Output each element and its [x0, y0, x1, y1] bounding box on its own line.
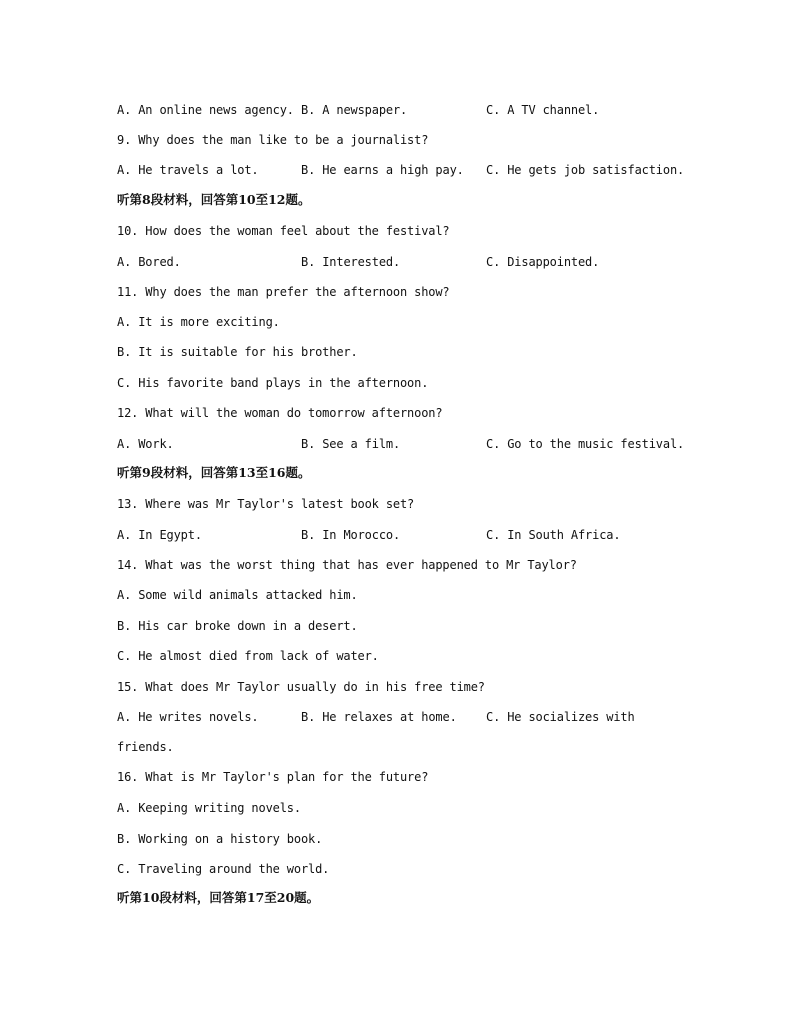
option-c: C. He gets job satisfaction. — [486, 163, 685, 177]
question-11-option-b: B. It is suitable for his brother. — [117, 345, 358, 359]
question-13: 13. Where was Mr Taylor's latest book set? — [117, 497, 415, 511]
question-11-option-a: A. It is more exciting. — [117, 315, 280, 329]
option-a: A. Bored. — [117, 255, 181, 269]
option-c: C. He socializes with — [486, 710, 635, 724]
option-b: B. He relaxes at home. — [301, 710, 457, 724]
question-16-option-a: A. Keeping writing novels. — [117, 801, 301, 815]
option-a: A. Work. — [117, 437, 174, 451]
option-a: A. He writes novels. — [117, 710, 259, 724]
question-10: 10. How does the woman feel about the festival? — [117, 224, 450, 238]
option-c: C. In South Africa. — [486, 528, 621, 542]
question-14-option-a: A. Some wild animals attacked him. — [117, 588, 358, 602]
question-14: 14. What was the worst thing that has ever happened to Mr Taylor? — [117, 558, 577, 572]
section-heading-9: 听第9段材料，回答第13至16题。 — [117, 465, 311, 480]
option-b: B. He earns a high pay. — [301, 163, 464, 177]
section-heading-8: 听第8段材料，回答第10至12题。 — [117, 192, 311, 207]
question-16: 16. What is Mr Taylor's plan for the future? — [117, 770, 429, 784]
option-b: B. A newspaper. — [301, 103, 408, 117]
question-12: 12. What will the woman do tomorrow afternoon? — [117, 406, 443, 420]
option-a: A. In Egypt. — [117, 528, 202, 542]
question-14-option-b: B. His car broke down in a desert. — [117, 619, 358, 633]
option-b: B. In Morocco. — [301, 528, 401, 542]
question-11-option-c: C. His favorite band plays in the afternoon. — [117, 376, 429, 390]
option-a: A. He travels a lot. — [117, 163, 259, 177]
option-b: B. See a film. — [301, 437, 401, 451]
question-11: 11. Why does the man prefer the afternoon show? — [117, 285, 450, 299]
option-c: C. A TV channel. — [486, 103, 600, 117]
question-15: 15. What does Mr Taylor usually do in his free time? — [117, 680, 485, 694]
option-b: B. Interested. — [301, 255, 401, 269]
question-15-option-c-continued: friends. — [117, 740, 174, 754]
question-16-option-c: C. Traveling around the world. — [117, 862, 330, 876]
option-c: C. Go to the music festival. — [486, 437, 685, 451]
question-16-option-b: B. Working on a history book. — [117, 832, 323, 846]
question-9: 9. Why does the man like to be a journalist? — [117, 133, 429, 147]
section-heading-10: 听第10段材料，回答第17至20题。 — [117, 890, 320, 905]
option-a: A. An online news agency. — [117, 103, 294, 117]
question-14-option-c: C. He almost died from lack of water. — [117, 649, 379, 663]
option-c: C. Disappointed. — [486, 255, 600, 269]
